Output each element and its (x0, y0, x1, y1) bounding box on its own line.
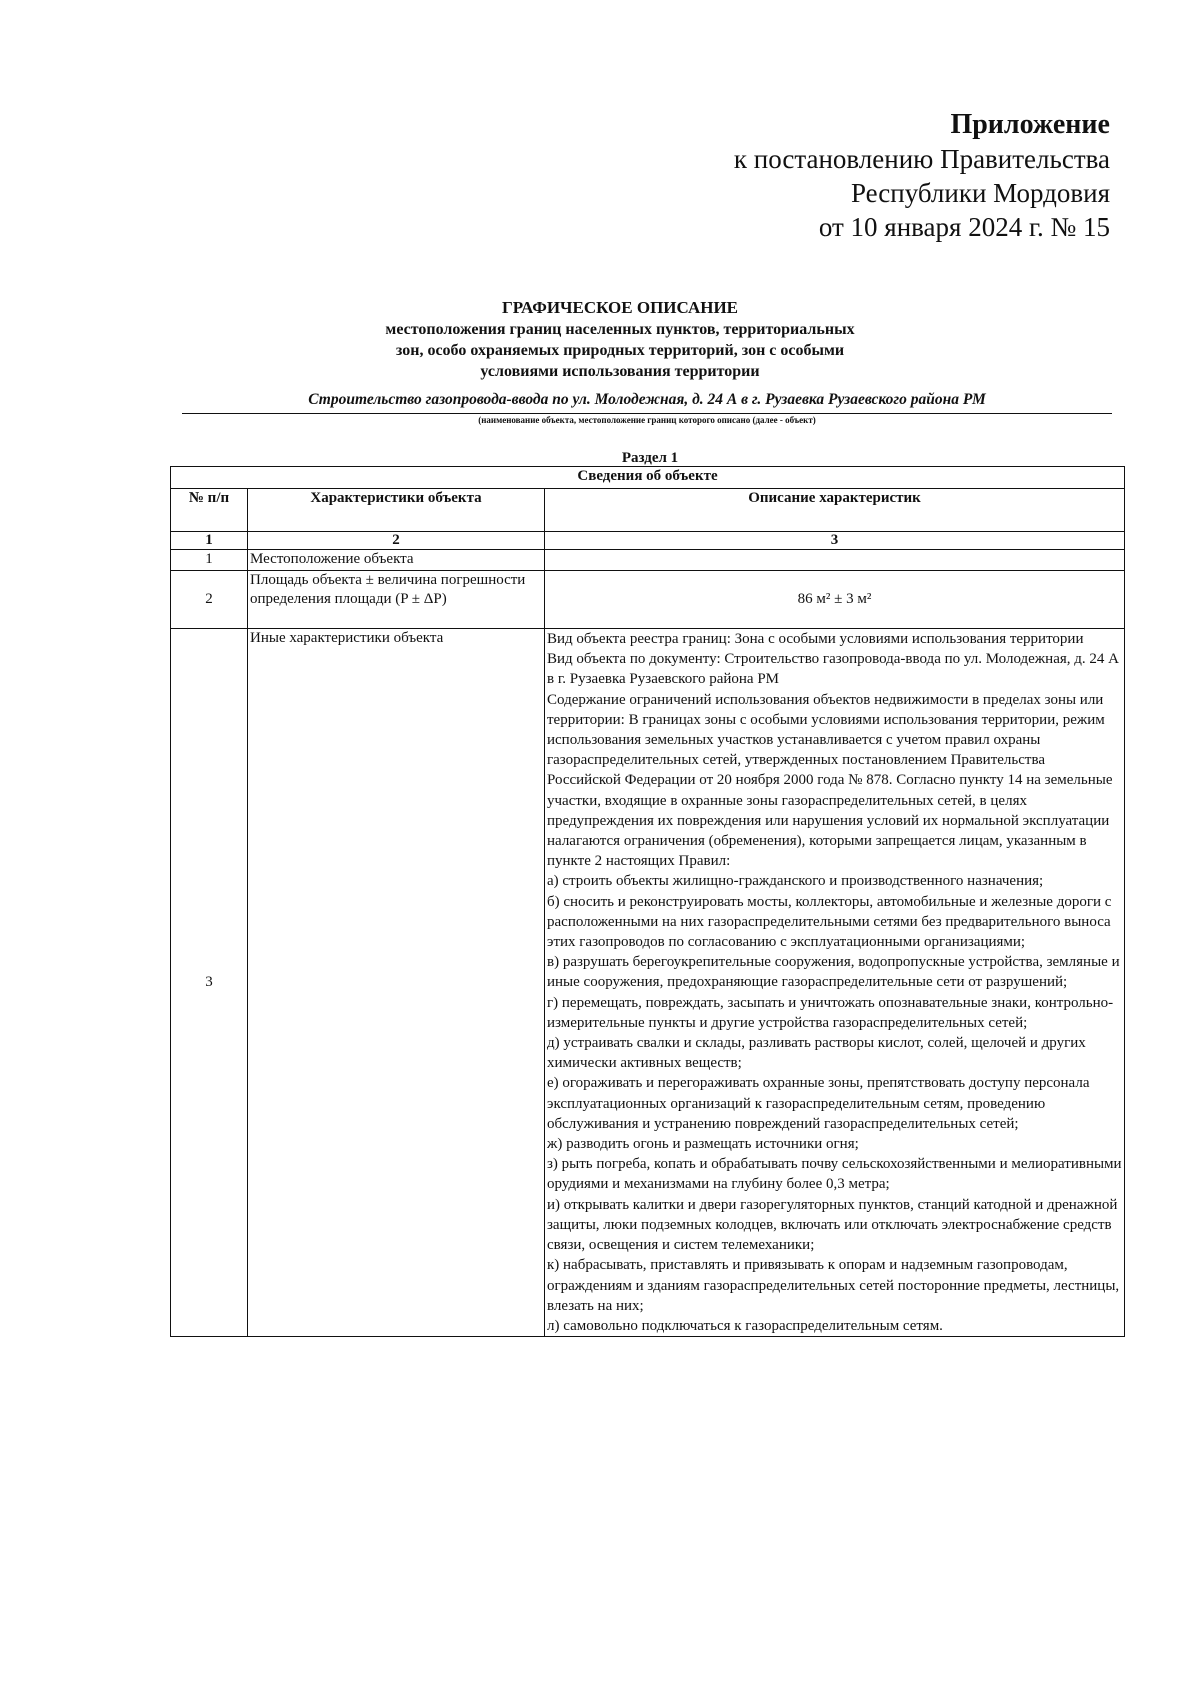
row-description: Вид объекта реестра границ: Зона с особыми условиями использования территории Вид объекта по документу: Строительство газопровода-ввода по ул. Молодежная, д. 24 А в г. Рузаевка Рузаевского района РМ Содержание ограничений использования объектов недвижимости в пределах зоны или территории: В границах зоны с особыми условиями использования территории, режим использования земельных участков устанавливается с учетом правил охраны газораспределительных сетей, утвержденных постановлением Правительства Российской Федерации от 20 ноября 2000 года № 878. Согласно пункту 14 на земельные участки, входящие в охранные зоны газораспределительных сетей, в целях предупреждения их повреждения или нарушения условий их нормальной эксплуатации налагаются ограничения (обременения), которыми запрещается лицам, указанным в пункте 2 настоящих Правил: а) строить объекты жилищно-гражданского и производственного назначения; б) сносить и реконструировать мосты, коллекторы, автомобильные и железные дороги с расположенными на них газораспределительными сетями без предварительного выноса этих газопроводов по согласованию с эксплуатационными организациями; в) разрушать берегоукрепительные сооружения, водопропускные устройства, земляные и иные сооружения, предохраняющие газораспределительные сети от разрушений; г) перемещать, повреждать, засыпать и уничтожать опознавательные знаки, контрольно-измерительные пункты и другие устройства газораспределительных сетей; д) устраивать свалки и склады, разливать растворы кислот, солей, щелочей и других химически активных веществ; е) огораживать и перегораживать охранные зоны, препятствовать доступу персонала эксплуатационных организаций к газораспределительным сетям, проведению обслуживания и устранению повреждений газораспределительных сетей; ж) разводить огонь и размещать источники огня; з) рыть погреба, копать и обрабатывать почву сельскохозяйственными и мелиоративными орудиями и механизмами на глубину более 0,3 метра; и) открывать калитки и двери газорегуляторных пунктов, станций катодной и дренажной защиты, люки подземных колодцев, включать или отключать электроснабжение средств связи, освещения и систем телемеханики; к) набрасывать, приставлять и привязывать к опорам и надземным газопроводам, ограждениям и зданиям газораспределительных сетей посторонние предметы, лестницы, влезать на них; л) самовольно подключаться к газораспределительным сетям. (545, 629, 1125, 1337)
description-subtitle-1: местоположения границ населенных пунктов, территориальных (385, 321, 855, 338)
row-number: 3 (171, 629, 248, 1337)
object-caption: (наименование объекта, местоположение границ которого описано (далее - объект) (478, 415, 816, 425)
object-underline (182, 413, 1112, 414)
row-number: 1 (171, 550, 248, 571)
appendix-line-1: к постановлению Правительства (733, 144, 1110, 174)
row-description: 86 м² ± 3 м² (545, 571, 1125, 629)
description-title: ГРАФИЧЕСКОЕ ОПИСАНИЕ (501, 298, 739, 317)
header-num: № п/п (171, 489, 248, 532)
table-caption-row (171, 467, 1125, 489)
description-subtitle-2: зон, особо охраняемых природных территорий, зон с особыми (395, 342, 845, 359)
description-subtitle-3: условиями использования территории (480, 363, 760, 380)
column-number: 1 (171, 532, 248, 550)
object-info-table (170, 466, 1125, 1337)
column-number: 3 (545, 532, 1125, 550)
section-title: Раздел 1 (621, 450, 679, 466)
appendix-header (734, 108, 1110, 244)
header-description: Описание характеристик (545, 489, 1125, 532)
header-characteristics: Характеристики объекта (248, 489, 545, 532)
appendix-line-3: от 10 января 2024 г. № 15 (818, 212, 1110, 242)
column-number-row (171, 532, 1125, 550)
row-characteristic: Площадь объекта ± величина погрешности определения площади (P ± ΔP) (248, 571, 545, 629)
table-row (171, 571, 1125, 629)
table-header-row (171, 489, 1125, 532)
description-heading (170, 297, 1070, 382)
row-description (545, 550, 1125, 571)
column-number: 2 (248, 532, 545, 550)
row-characteristic: Местоположение объекта (248, 550, 545, 571)
table-row (171, 629, 1125, 1337)
table-row (171, 550, 1125, 571)
table-caption: Сведения об объекте (171, 467, 1125, 489)
row-number: 2 (171, 571, 248, 629)
object-name: Строительство газопровода-ввода по ул. Молодежная, д. 24 А в г. Рузаевка Рузаевского района РМ (308, 391, 986, 408)
appendix-title: Приложение (950, 109, 1110, 140)
appendix-line-2: Республики Мордовия (850, 178, 1110, 208)
row-characteristic: Иные характеристики объекта (248, 629, 545, 1337)
